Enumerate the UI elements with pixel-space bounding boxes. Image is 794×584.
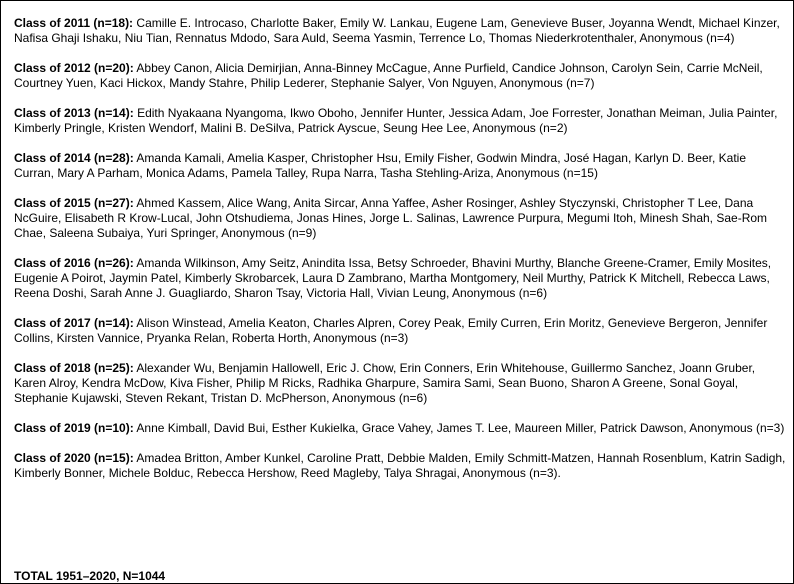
total-line: TOTAL 1951–2020, N=1044	[14, 569, 166, 583]
class-entry-2011	[14, 16, 786, 46]
class-names: Ahmed Kassem, Alice Wang, Anita Sircar, Anna Yaffee, Asher Rosinger, Ashley Styczynski, Christopher T Lee, Dana NcGuire, Elisabeth R Krow-Lucal, John Otshudiema, Jonas Hines, Jorge L. Salinas, Lawrence Purpura, Megumi Itoh, Minesh Shah, Sae-Rom Chae, Saleena Subaiya, Yuri Springer, Anonymous (n=9)	[14, 196, 768, 240]
class-names: Alexander Wu, Benjamin Hallowell, Eric J. Chow, Erin Conners, Erin Whitehouse, Guillermo Sanchez, Joann Gruber, Karen Alroy, Kendra McDow, Kiva Fisher, Philip M Ricks, Radhika Gharpure, Samira Sami, Sean Buono, Sharon A Greene, Sonal Goyal, Stephanie Kujawski, Steven Rekant, Tristan D. McPherson, Anonymous (n=6)	[14, 361, 756, 405]
class-names: Edith Nyakaana Nyangoma, Ikwo Oboho, Jennifer Hunter, Jessica Adam, Joe Forrester, Jonathan Meiman, Julia Painter, Kimberly Pringle, Kristen Wendorf, Malini B. DeSilva, Patrick Ayscue, Seung Hee Lee, Anonymous (n=2)	[14, 106, 778, 135]
class-label: Class of 2016 (n=26):	[14, 256, 134, 270]
class-entry-2014	[14, 151, 786, 181]
class-entry-2012	[14, 61, 786, 91]
class-entry-2019	[14, 421, 786, 436]
class-entry-2018	[14, 361, 786, 406]
class-names: Camille E. Introcaso, Charlotte Baker, Emily W. Lankau, Eugene Lam, Genevieve Buser, Joyanna Wendt, Michael Kinzer, Nafisa Ghaji Ishaku, Niu Tian, Rennatus Mdodo, Sara Auld, Seema Yasmin, Terrence Lo, Thomas Niederkrotenthaler, Anonymous (n=4)	[14, 16, 780, 45]
class-entry-2020	[14, 451, 786, 481]
class-names: Anne Kimball, David Bui, Esther Kukielka, Grace Vahey, James T. Lee, Maureen Miller, Patrick Dawson, Anonymous (n=3)	[136, 421, 785, 435]
class-label: Class of 2014 (n=28):	[14, 151, 134, 165]
class-names: Amanda Wilkinson, Amy Seitz, Anindita Issa, Betsy Schroeder, Bhavini Murthy, Blanche Greene-Cramer, Emily Mosites, Eugenie A Poirot, Jaymin Patel, Kimberly Skrobarcek, Laura D Zambrano, Martha Montgomery, Neil Murthy, Patrick K Mitchell, Rebecca Laws, Reena Doshi, Sarah Anne J. Guagliardo, Sharon Tsay, Victoria Hall, Vivian Leung, Anonymous (n=6)	[14, 256, 772, 300]
class-names: Amanda Kamali, Amelia Kasper, Christopher Hsu, Emily Fisher, Godwin Mindra, José Hagan, Karlyn D. Beer, Katie Curran, Mary A Parham, Monica Adams, Pamela Talley, Rupa Narra, Tasha Stehling-Ariza, Anonymous (n=15)	[14, 151, 746, 180]
class-label: Class of 2017 (n=14):	[14, 316, 134, 330]
class-label: Class of 2011 (n=18):	[14, 16, 134, 30]
class-label: Class of 2018 (n=25):	[14, 361, 134, 375]
class-label: Class of 2012 (n=20):	[14, 61, 134, 75]
class-entry-2016	[14, 256, 786, 301]
class-label: Class of 2020 (n=15):	[14, 451, 134, 465]
class-names: Abbey Canon, Alicia Demirjian, Anna-Binney McCague, Anne Purfield, Candice Johnson, Carolyn Sein, Carrie McNeil, Courtney Yuen, Kaci Hickox, Mandy Stahre, Philip Lederer, Stephanie Salyer, Von Nguyen, Anonymous (n=7)	[14, 61, 763, 90]
class-label: Class of 2013 (n=14):	[14, 106, 134, 120]
class-entry-2017	[14, 316, 786, 346]
class-names: Alison Winstead, Amelia Keaton, Charles Alpren, Corey Peak, Emily Curren, Erin Moritz, Genevieve Bergeron, Jennifer Collins, Kirsten Vannice, Pryanka Relan, Roberta Horth, Anonymous (n=3)	[14, 316, 768, 345]
class-label: Class of 2019 (n=10):	[14, 421, 134, 435]
class-entry-2015	[14, 196, 786, 241]
class-names: Amadea Britton, Amber Kunkel, Caroline Pratt, Debbie Malden, Emily Schmitt-Matzen, Hannah Rosenblum, Katrin Sadigh, Kimberly Bonner, Michele Bolduc, Rebecca Hershow, Reed Magleby, Talya Shragai, Anonymous (n=3).	[14, 451, 786, 480]
class-entry-2013	[14, 106, 786, 136]
class-label: Class of 2015 (n=27):	[14, 196, 134, 210]
class-list	[14, 16, 786, 496]
